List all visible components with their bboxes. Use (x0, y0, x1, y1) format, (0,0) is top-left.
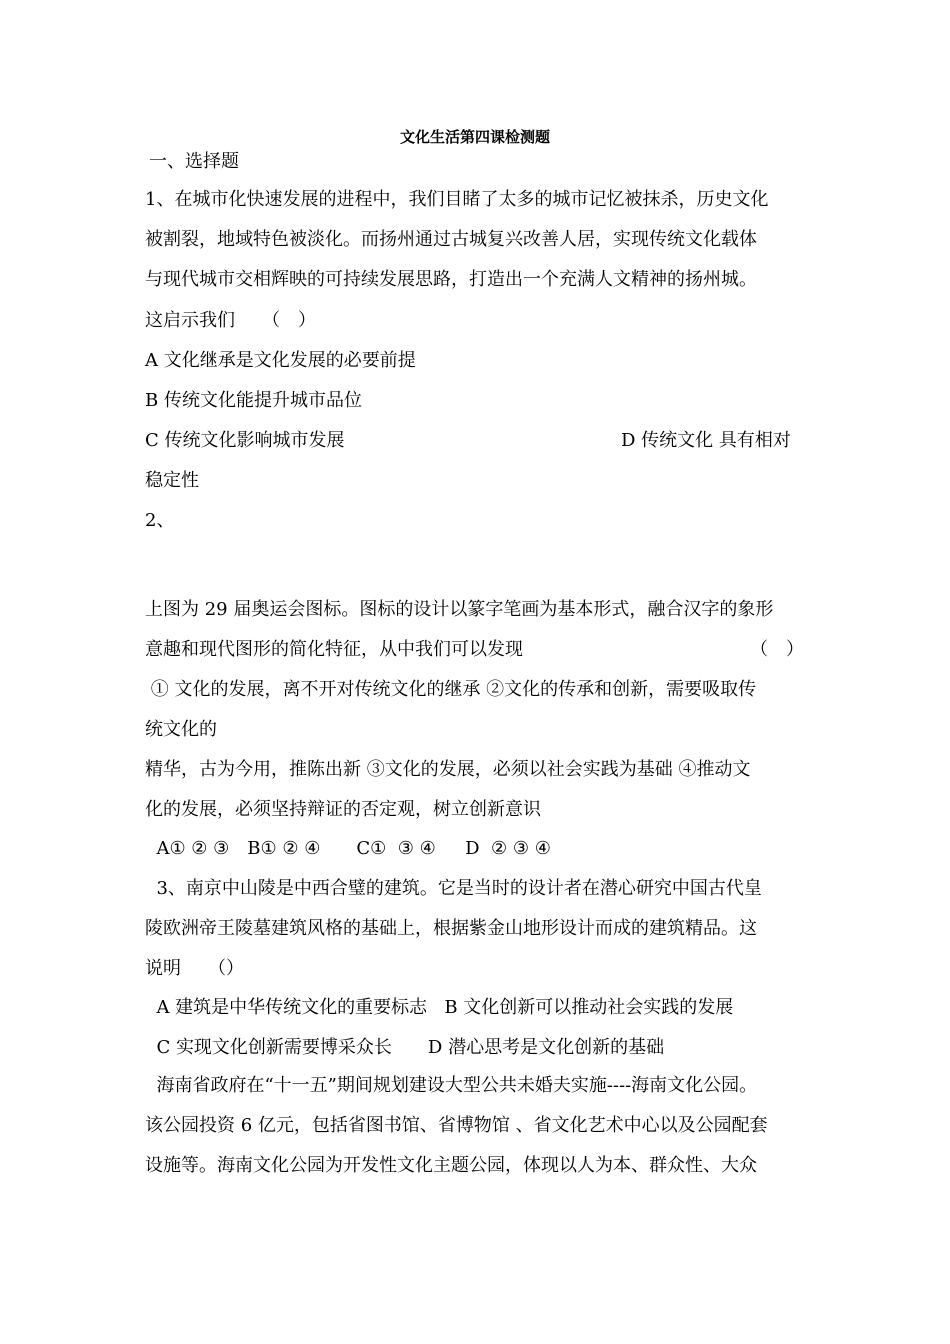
q3-stem-line-1: 3、南京中山陵是中西合璧的建筑。它是当时的设计者在潜心研究中国古代皇 (145, 878, 762, 899)
q1-option-c: C 传统文化影响城市发展 (145, 430, 345, 451)
q1-option-d: D 传统文化 具有相对 (621, 430, 791, 451)
q3-options-line-2: C 实现文化创新需要博采众长 D 潜心思考是文化创新的基础 (145, 1037, 665, 1058)
q3-stem-line-3: 说明 （） (145, 958, 244, 979)
q2-stem-line-2: 意趣和现代图形的简化特征，从中我们可以发现 (145, 639, 523, 660)
q1-stem-line-2: 被割裂，地域特色被淡化。而扬州通过古城复兴改善人居，实现传统文化载体 (145, 229, 757, 250)
q1-stem-line-1: 1、在城市化快速发展的进程中，我们目睹了太多的城市记忆被抹杀，历史文化 (145, 189, 769, 210)
passage-line-1: 海南省政府在“十一五”期间规划建设大型公共未婚夫实施----海南文化公园。 (145, 1075, 758, 1096)
q2-item-line-2: 统文化的 (145, 719, 217, 740)
section-heading: 一、选择题 (149, 151, 239, 172)
q2-item-line-4: 化的发展，必须坚持辩证的否定观，树立创新意识 (145, 799, 541, 820)
q3-stem-line-2: 陵欧洲帝王陵墓建筑风格的基础上，根据紫金山地形设计而成的建筑精品。这 (145, 918, 757, 939)
q1-stem-line-4: 这启示我们 （ ） (145, 310, 316, 331)
q2-choices: A① ② ③ B① ② ④ C① ③ ④ D ② ③ ④ (145, 838, 551, 859)
passage-line-3: 设施等。海南文化公园为开发性文化主题公园，体现以人为本、群众性、大众 (145, 1155, 757, 1176)
q1-option-d-continued: 稳定性 (145, 470, 199, 491)
passage-line-2: 该公园投资 6 亿元，包括省图书馆、省博物馆 、省文化艺术中心以及公园配套 (145, 1115, 768, 1136)
q2-stem-line-1: 上图为 29 届奥运会图标。图标的设计以篆字笔画为基本形式，融合汉字的象形 (145, 599, 774, 620)
q1-option-b: B 传统文化能提升城市品位 (145, 390, 362, 411)
q3-options-line-1: A 建筑是中华传统文化的重要标志 B 文化创新可以推动社会实践的发展 (145, 997, 734, 1018)
q1-option-a: A 文化继承是文化发展的必要前提 (145, 350, 416, 371)
q2-item-line-1: ① 文化的发展，离不开对传统文化的继承 ②文化的传承和创新，需要吸取传 (145, 679, 757, 700)
document-title: 文化生活第四课检测题 (399, 128, 550, 146)
q2-number: 2、 (145, 510, 175, 531)
q2-answer-paren: （ ） (750, 639, 804, 660)
q1-stem-line-3: 与现代城市交相辉映的可持续发展思路，打造出一个充满人文精神的扬州城。 (145, 269, 757, 290)
q2-item-line-3: 精华，古为今用，推陈出新 ③文化的发展，必须以社会实践为基础 ④推动文 (145, 759, 751, 780)
